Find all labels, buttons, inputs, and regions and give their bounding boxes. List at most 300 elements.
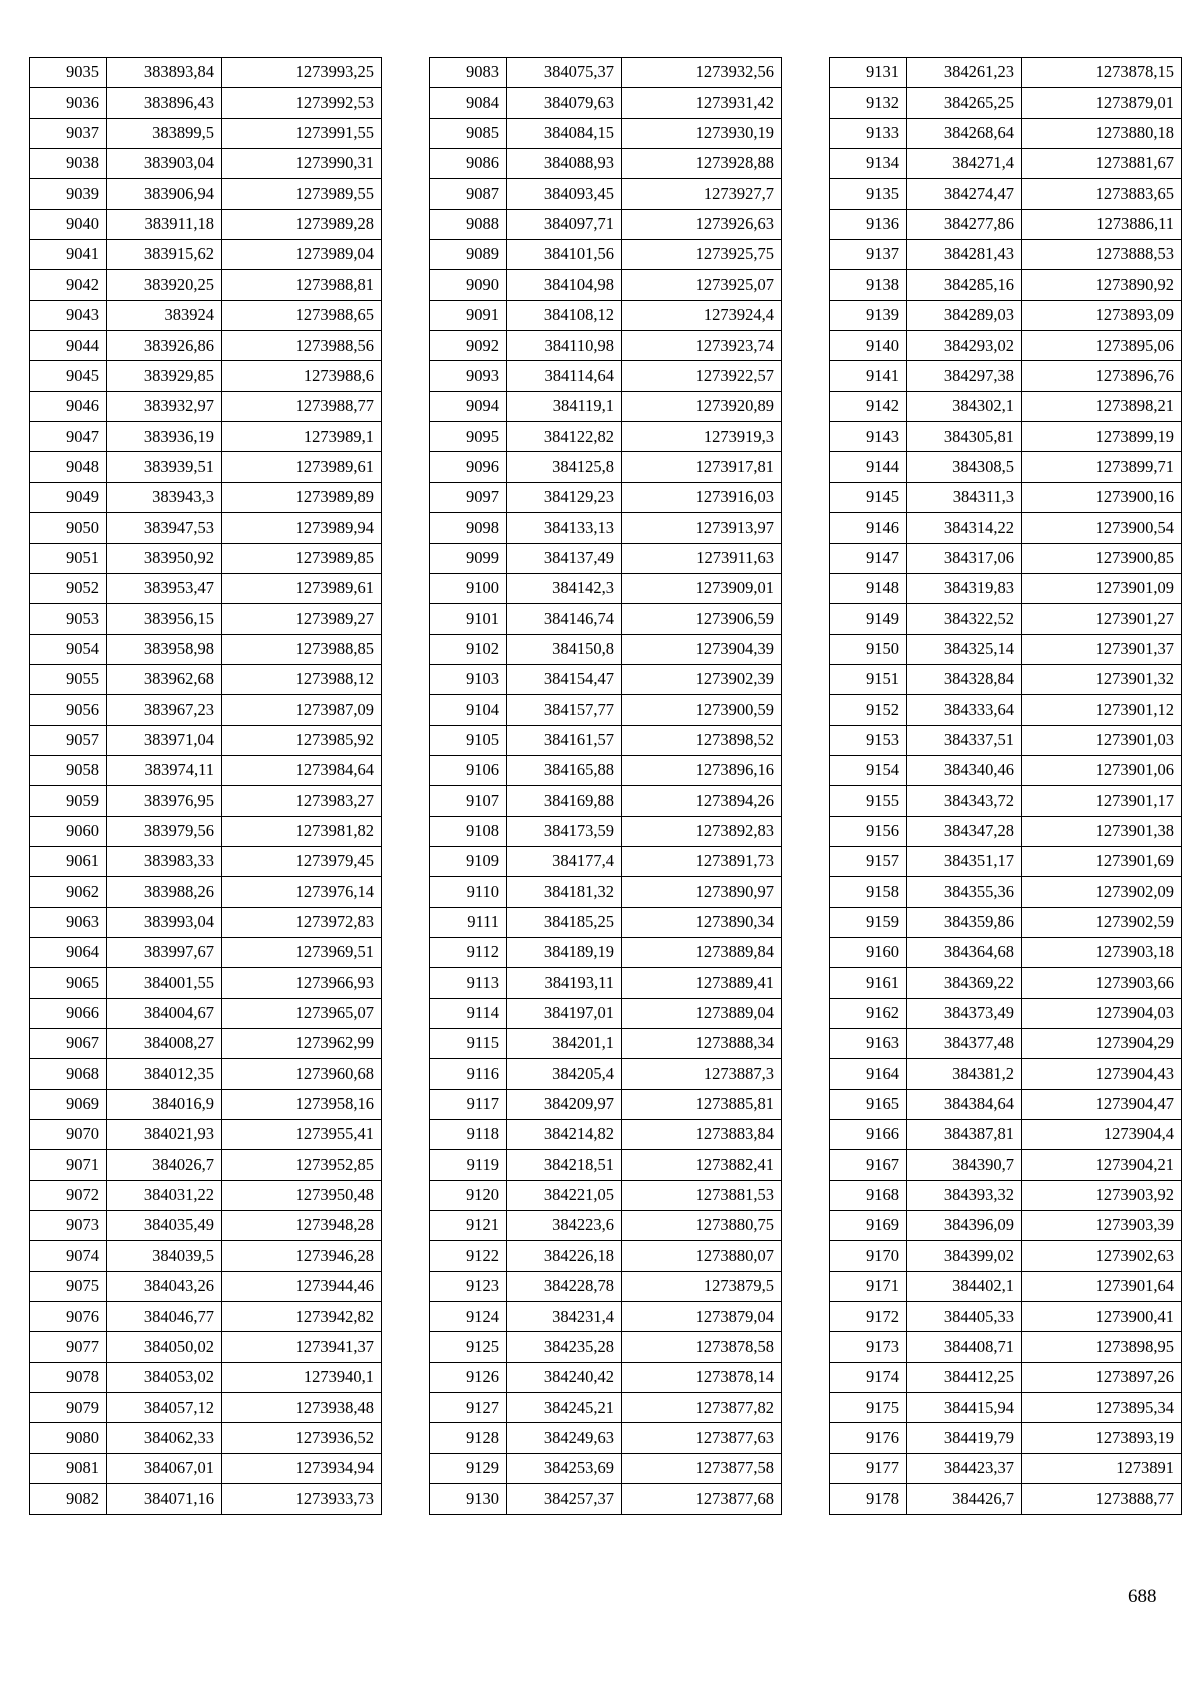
x-coordinate-cell: 384308,5 xyxy=(907,452,1022,482)
point-number-cell: 9050 xyxy=(30,513,107,543)
point-number-cell: 9058 xyxy=(30,755,107,785)
table-row xyxy=(30,786,382,816)
x-coordinate-cell: 384197,01 xyxy=(507,998,622,1028)
x-coordinate-cell: 384057,12 xyxy=(107,1393,222,1423)
point-number-cell: 9062 xyxy=(30,877,107,907)
x-coordinate-cell: 384359,86 xyxy=(907,907,1022,937)
point-number-cell: 9147 xyxy=(830,543,907,573)
x-coordinate-cell: 384293,02 xyxy=(907,331,1022,361)
x-coordinate-cell: 384265,25 xyxy=(907,88,1022,118)
y-coordinate-cell: 1273895,34 xyxy=(1022,1393,1182,1423)
point-number-cell: 9172 xyxy=(830,1302,907,1332)
y-coordinate-cell: 1273904,43 xyxy=(1022,1059,1182,1089)
point-number-cell: 9119 xyxy=(430,1150,507,1180)
x-coordinate-cell: 384277,86 xyxy=(907,209,1022,239)
table-row xyxy=(830,1241,1182,1271)
point-number-cell: 9070 xyxy=(30,1120,107,1150)
x-coordinate-cell: 384004,67 xyxy=(107,998,222,1028)
y-coordinate-cell: 1273903,18 xyxy=(1022,937,1182,967)
point-number-cell: 9162 xyxy=(830,998,907,1028)
y-coordinate-cell: 1273931,42 xyxy=(622,88,782,118)
x-coordinate-cell: 384079,63 xyxy=(507,88,622,118)
point-number-cell: 9176 xyxy=(830,1423,907,1453)
x-coordinate-cell: 384396,09 xyxy=(907,1211,1022,1241)
y-coordinate-cell: 1273934,94 xyxy=(222,1453,382,1483)
point-number-cell: 9146 xyxy=(830,513,907,543)
y-coordinate-cell: 1273896,76 xyxy=(1022,361,1182,391)
table-row xyxy=(830,998,1182,1028)
table-row xyxy=(830,1302,1182,1332)
x-coordinate-cell: 384075,37 xyxy=(507,58,622,88)
y-coordinate-cell: 1273879,5 xyxy=(622,1271,782,1301)
x-coordinate-cell: 384108,12 xyxy=(507,300,622,330)
y-coordinate-cell: 1273944,46 xyxy=(222,1271,382,1301)
x-coordinate-cell: 383988,26 xyxy=(107,877,222,907)
x-coordinate-cell: 383915,62 xyxy=(107,240,222,270)
y-coordinate-cell: 1273900,16 xyxy=(1022,482,1182,512)
table-row xyxy=(830,1362,1182,1392)
y-coordinate-cell: 1273913,97 xyxy=(622,513,782,543)
x-coordinate-cell: 384114,64 xyxy=(507,361,622,391)
x-coordinate-cell: 384384,64 xyxy=(907,1089,1022,1119)
y-coordinate-cell: 1273989,94 xyxy=(222,513,382,543)
table-row xyxy=(830,361,1182,391)
x-coordinate-cell: 384165,88 xyxy=(507,755,622,785)
y-coordinate-cell: 1273988,85 xyxy=(222,634,382,664)
x-coordinate-cell: 383899,5 xyxy=(107,118,222,148)
y-coordinate-cell: 1273898,21 xyxy=(1022,391,1182,421)
x-coordinate-cell: 384328,84 xyxy=(907,664,1022,694)
point-number-cell: 9132 xyxy=(830,88,907,118)
x-coordinate-cell: 384297,38 xyxy=(907,361,1022,391)
y-coordinate-cell: 1273927,7 xyxy=(622,179,782,209)
table-row xyxy=(830,482,1182,512)
table-row xyxy=(30,968,382,998)
x-coordinate-cell: 383924 xyxy=(107,300,222,330)
y-coordinate-cell: 1273955,41 xyxy=(222,1120,382,1150)
x-coordinate-cell: 384122,82 xyxy=(507,422,622,452)
table-row xyxy=(830,1150,1182,1180)
point-number-cell: 9089 xyxy=(430,240,507,270)
table-row xyxy=(30,300,382,330)
y-coordinate-cell: 1273916,03 xyxy=(622,482,782,512)
table-row xyxy=(430,816,782,846)
y-coordinate-cell: 1273883,84 xyxy=(622,1120,782,1150)
table-row xyxy=(30,664,382,694)
point-number-cell: 9094 xyxy=(430,391,507,421)
table-row xyxy=(830,1211,1182,1241)
point-number-cell: 9114 xyxy=(430,998,507,1028)
table-row xyxy=(430,1332,782,1362)
y-coordinate-cell: 1273976,14 xyxy=(222,877,382,907)
point-number-cell: 9138 xyxy=(830,270,907,300)
y-coordinate-cell: 1273924,4 xyxy=(622,300,782,330)
y-coordinate-cell: 1273988,56 xyxy=(222,331,382,361)
x-coordinate-cell: 383893,84 xyxy=(107,58,222,88)
y-coordinate-cell: 1273960,68 xyxy=(222,1059,382,1089)
x-coordinate-cell: 383958,98 xyxy=(107,634,222,664)
point-number-cell: 9153 xyxy=(830,725,907,755)
x-coordinate-cell: 384314,22 xyxy=(907,513,1022,543)
x-coordinate-cell: 384351,17 xyxy=(907,846,1022,876)
y-coordinate-cell: 1273938,48 xyxy=(222,1393,382,1423)
y-coordinate-cell: 1273901,38 xyxy=(1022,816,1182,846)
table-row xyxy=(830,240,1182,270)
x-coordinate-cell: 384137,49 xyxy=(507,543,622,573)
x-coordinate-cell: 384231,4 xyxy=(507,1302,622,1332)
point-number-cell: 9140 xyxy=(830,331,907,361)
y-coordinate-cell: 1273989,55 xyxy=(222,179,382,209)
y-coordinate-cell: 1273948,28 xyxy=(222,1211,382,1241)
y-coordinate-cell: 1273890,97 xyxy=(622,877,782,907)
x-coordinate-cell: 384133,13 xyxy=(507,513,622,543)
y-coordinate-cell: 1273983,27 xyxy=(222,786,382,816)
point-number-cell: 9117 xyxy=(430,1089,507,1119)
table-row xyxy=(430,1302,782,1332)
coordinate-table-body xyxy=(830,58,1182,1515)
x-coordinate-cell: 384317,06 xyxy=(907,543,1022,573)
x-coordinate-cell: 384125,8 xyxy=(507,452,622,482)
point-number-cell: 9154 xyxy=(830,755,907,785)
x-coordinate-cell: 384305,81 xyxy=(907,422,1022,452)
x-coordinate-cell: 383896,43 xyxy=(107,88,222,118)
y-coordinate-cell: 1273878,15 xyxy=(1022,58,1182,88)
x-coordinate-cell: 384101,56 xyxy=(507,240,622,270)
point-number-cell: 9121 xyxy=(430,1211,507,1241)
x-coordinate-cell: 384343,72 xyxy=(907,786,1022,816)
table-row xyxy=(830,391,1182,421)
y-coordinate-cell: 1273958,16 xyxy=(222,1089,382,1119)
point-number-cell: 9054 xyxy=(30,634,107,664)
point-number-cell: 9080 xyxy=(30,1423,107,1453)
table-row xyxy=(30,1332,382,1362)
point-number-cell: 9039 xyxy=(30,179,107,209)
table-row xyxy=(430,1484,782,1514)
point-number-cell: 9129 xyxy=(430,1453,507,1483)
table-row xyxy=(430,755,782,785)
point-number-cell: 9068 xyxy=(30,1059,107,1089)
point-number-cell: 9164 xyxy=(830,1059,907,1089)
table-row xyxy=(830,1332,1182,1362)
table-row xyxy=(30,604,382,634)
y-coordinate-cell: 1273889,84 xyxy=(622,937,782,967)
point-number-cell: 9105 xyxy=(430,725,507,755)
y-coordinate-cell: 1273897,26 xyxy=(1022,1362,1182,1392)
y-coordinate-cell: 1273989,04 xyxy=(222,240,382,270)
point-number-cell: 9069 xyxy=(30,1089,107,1119)
x-coordinate-cell: 384223,6 xyxy=(507,1211,622,1241)
x-coordinate-cell: 384408,71 xyxy=(907,1332,1022,1362)
table-row xyxy=(30,634,382,664)
x-coordinate-cell: 384399,02 xyxy=(907,1241,1022,1271)
table-row xyxy=(430,1150,782,1180)
point-number-cell: 9118 xyxy=(430,1120,507,1150)
table-row xyxy=(430,422,782,452)
table-row xyxy=(30,391,382,421)
y-coordinate-cell: 1273890,92 xyxy=(1022,270,1182,300)
y-coordinate-cell: 1273989,89 xyxy=(222,482,382,512)
point-number-cell: 9106 xyxy=(430,755,507,785)
x-coordinate-cell: 384185,25 xyxy=(507,907,622,937)
coordinate-table-body xyxy=(430,58,782,1515)
y-coordinate-cell: 1273900,41 xyxy=(1022,1302,1182,1332)
y-coordinate-cell: 1273989,61 xyxy=(222,452,382,482)
table-row xyxy=(30,543,382,573)
table-row xyxy=(30,331,382,361)
x-coordinate-cell: 384062,33 xyxy=(107,1423,222,1453)
point-number-cell: 9128 xyxy=(430,1423,507,1453)
point-number-cell: 9141 xyxy=(830,361,907,391)
point-number-cell: 9057 xyxy=(30,725,107,755)
x-coordinate-cell: 384355,36 xyxy=(907,877,1022,907)
point-number-cell: 9150 xyxy=(830,634,907,664)
table-row xyxy=(30,1423,382,1453)
x-coordinate-cell: 384021,93 xyxy=(107,1120,222,1150)
x-coordinate-cell: 384377,48 xyxy=(907,1029,1022,1059)
coordinate-table-3 xyxy=(829,57,1182,1515)
x-coordinate-cell: 383943,3 xyxy=(107,482,222,512)
table-row xyxy=(30,118,382,148)
x-coordinate-cell: 383920,25 xyxy=(107,270,222,300)
page-number: 688 xyxy=(1128,1586,1157,1607)
table-row xyxy=(430,58,782,88)
table-row xyxy=(430,1029,782,1059)
point-number-cell: 9079 xyxy=(30,1393,107,1423)
table-row xyxy=(430,543,782,573)
point-number-cell: 9036 xyxy=(30,88,107,118)
point-number-cell: 9082 xyxy=(30,1484,107,1514)
point-number-cell: 9040 xyxy=(30,209,107,239)
table-row xyxy=(30,573,382,603)
x-coordinate-cell: 384319,83 xyxy=(907,573,1022,603)
y-coordinate-cell: 1273900,54 xyxy=(1022,513,1182,543)
table-row xyxy=(430,1180,782,1210)
y-coordinate-cell: 1273901,12 xyxy=(1022,695,1182,725)
y-coordinate-cell: 1273902,59 xyxy=(1022,907,1182,937)
x-coordinate-cell: 384084,15 xyxy=(507,118,622,148)
point-number-cell: 9163 xyxy=(830,1029,907,1059)
x-coordinate-cell: 384226,18 xyxy=(507,1241,622,1271)
x-coordinate-cell: 384214,82 xyxy=(507,1120,622,1150)
point-number-cell: 9171 xyxy=(830,1271,907,1301)
table-row xyxy=(30,361,382,391)
table-row xyxy=(430,270,782,300)
point-number-cell: 9093 xyxy=(430,361,507,391)
table-row xyxy=(830,331,1182,361)
table-row xyxy=(430,695,782,725)
coordinate-table-2 xyxy=(429,57,782,1515)
point-number-cell: 9161 xyxy=(830,968,907,998)
y-coordinate-cell: 1273988,65 xyxy=(222,300,382,330)
point-number-cell: 9060 xyxy=(30,816,107,846)
point-number-cell: 9125 xyxy=(430,1332,507,1362)
x-coordinate-cell: 384337,51 xyxy=(907,725,1022,755)
point-number-cell: 9109 xyxy=(430,846,507,876)
y-coordinate-cell: 1273972,83 xyxy=(222,907,382,937)
table-row xyxy=(30,998,382,1028)
point-number-cell: 9101 xyxy=(430,604,507,634)
table-row xyxy=(430,786,782,816)
point-number-cell: 9074 xyxy=(30,1241,107,1271)
x-coordinate-cell: 384050,02 xyxy=(107,1332,222,1362)
table-row xyxy=(30,846,382,876)
table-row xyxy=(430,634,782,664)
x-coordinate-cell: 383967,23 xyxy=(107,695,222,725)
point-number-cell: 9103 xyxy=(430,664,507,694)
point-number-cell: 9110 xyxy=(430,877,507,907)
y-coordinate-cell: 1273890,34 xyxy=(622,907,782,937)
y-coordinate-cell: 1273901,69 xyxy=(1022,846,1182,876)
point-number-cell: 9166 xyxy=(830,1120,907,1150)
table-row xyxy=(430,118,782,148)
x-coordinate-cell: 384311,3 xyxy=(907,482,1022,512)
table-row xyxy=(830,937,1182,967)
y-coordinate-cell: 1273936,52 xyxy=(222,1423,382,1453)
point-number-cell: 9116 xyxy=(430,1059,507,1089)
table-row xyxy=(830,209,1182,239)
table-row xyxy=(30,1150,382,1180)
point-number-cell: 9084 xyxy=(430,88,507,118)
y-coordinate-cell: 1273889,04 xyxy=(622,998,782,1028)
x-coordinate-cell: 383936,19 xyxy=(107,422,222,452)
table-row xyxy=(30,1362,382,1392)
y-coordinate-cell: 1273946,28 xyxy=(222,1241,382,1271)
table-row xyxy=(430,452,782,482)
x-coordinate-cell: 384157,77 xyxy=(507,695,622,725)
table-row xyxy=(830,1423,1182,1453)
table-row xyxy=(830,88,1182,118)
y-coordinate-cell: 1273903,66 xyxy=(1022,968,1182,998)
y-coordinate-cell: 1273987,09 xyxy=(222,695,382,725)
y-coordinate-cell: 1273903,92 xyxy=(1022,1180,1182,1210)
point-number-cell: 9177 xyxy=(830,1453,907,1483)
table-row xyxy=(430,846,782,876)
table-row xyxy=(430,1271,782,1301)
table-row xyxy=(430,725,782,755)
x-coordinate-cell: 384142,3 xyxy=(507,573,622,603)
y-coordinate-cell: 1273902,09 xyxy=(1022,877,1182,907)
point-number-cell: 9108 xyxy=(430,816,507,846)
x-coordinate-cell: 384325,14 xyxy=(907,634,1022,664)
table-row xyxy=(830,513,1182,543)
table-row xyxy=(430,664,782,694)
y-coordinate-cell: 1273991,55 xyxy=(222,118,382,148)
y-coordinate-cell: 1273901,37 xyxy=(1022,634,1182,664)
x-coordinate-cell: 384039,5 xyxy=(107,1241,222,1271)
y-coordinate-cell: 1273877,58 xyxy=(622,1453,782,1483)
y-coordinate-cell: 1273904,47 xyxy=(1022,1089,1182,1119)
point-number-cell: 9174 xyxy=(830,1362,907,1392)
point-number-cell: 9066 xyxy=(30,998,107,1028)
point-number-cell: 9134 xyxy=(830,149,907,179)
x-coordinate-cell: 384189,19 xyxy=(507,937,622,967)
point-number-cell: 9113 xyxy=(430,968,507,998)
table-row xyxy=(830,695,1182,725)
point-number-cell: 9049 xyxy=(30,482,107,512)
point-number-cell: 9135 xyxy=(830,179,907,209)
table-row xyxy=(430,998,782,1028)
point-number-cell: 9143 xyxy=(830,422,907,452)
y-coordinate-cell: 1273990,31 xyxy=(222,149,382,179)
y-coordinate-cell: 1273889,41 xyxy=(622,968,782,998)
point-number-cell: 9149 xyxy=(830,604,907,634)
point-number-cell: 9142 xyxy=(830,391,907,421)
table-row xyxy=(830,877,1182,907)
table-row xyxy=(30,1241,382,1271)
table-row xyxy=(430,1423,782,1453)
x-coordinate-cell: 384221,05 xyxy=(507,1180,622,1210)
x-coordinate-cell: 384088,93 xyxy=(507,149,622,179)
x-coordinate-cell: 384285,16 xyxy=(907,270,1022,300)
point-number-cell: 9091 xyxy=(430,300,507,330)
table-row xyxy=(830,573,1182,603)
point-number-cell: 9168 xyxy=(830,1180,907,1210)
table-row xyxy=(830,1029,1182,1059)
y-coordinate-cell: 1273979,45 xyxy=(222,846,382,876)
point-number-cell: 9041 xyxy=(30,240,107,270)
point-number-cell: 9090 xyxy=(430,270,507,300)
y-coordinate-cell: 1273906,59 xyxy=(622,604,782,634)
y-coordinate-cell: 1273989,85 xyxy=(222,543,382,573)
y-coordinate-cell: 1273882,41 xyxy=(622,1150,782,1180)
point-number-cell: 9077 xyxy=(30,1332,107,1362)
point-number-cell: 9052 xyxy=(30,573,107,603)
point-number-cell: 9063 xyxy=(30,907,107,937)
point-number-cell: 9081 xyxy=(30,1453,107,1483)
x-coordinate-cell: 383932,97 xyxy=(107,391,222,421)
y-coordinate-cell: 1273992,53 xyxy=(222,88,382,118)
y-coordinate-cell: 1273962,99 xyxy=(222,1029,382,1059)
x-coordinate-cell: 384289,03 xyxy=(907,300,1022,330)
point-number-cell: 9095 xyxy=(430,422,507,452)
y-coordinate-cell: 1273903,39 xyxy=(1022,1211,1182,1241)
table-row xyxy=(430,573,782,603)
point-number-cell: 9170 xyxy=(830,1241,907,1271)
x-coordinate-cell: 384393,32 xyxy=(907,1180,1022,1210)
y-coordinate-cell: 1273940,1 xyxy=(222,1362,382,1392)
point-number-cell: 9048 xyxy=(30,452,107,482)
x-coordinate-cell: 384261,23 xyxy=(907,58,1022,88)
table-row xyxy=(30,1211,382,1241)
table-row xyxy=(830,58,1182,88)
table-row xyxy=(30,240,382,270)
x-coordinate-cell: 384373,49 xyxy=(907,998,1022,1028)
table-row xyxy=(830,816,1182,846)
x-coordinate-cell: 384333,64 xyxy=(907,695,1022,725)
table-row xyxy=(830,1120,1182,1150)
y-coordinate-cell: 1273899,71 xyxy=(1022,452,1182,482)
x-coordinate-cell: 384016,9 xyxy=(107,1089,222,1119)
point-number-cell: 9139 xyxy=(830,300,907,330)
point-number-cell: 9098 xyxy=(430,513,507,543)
x-coordinate-cell: 384253,69 xyxy=(507,1453,622,1483)
y-coordinate-cell: 1273901,27 xyxy=(1022,604,1182,634)
x-coordinate-cell: 383956,15 xyxy=(107,604,222,634)
table-row xyxy=(830,755,1182,785)
x-coordinate-cell: 384129,23 xyxy=(507,482,622,512)
x-coordinate-cell: 384026,7 xyxy=(107,1150,222,1180)
point-number-cell: 9126 xyxy=(430,1362,507,1392)
x-coordinate-cell: 384001,55 xyxy=(107,968,222,998)
y-coordinate-cell: 1273877,68 xyxy=(622,1484,782,1514)
table-row xyxy=(830,604,1182,634)
point-number-cell: 9152 xyxy=(830,695,907,725)
table-row xyxy=(430,1211,782,1241)
table-row xyxy=(30,513,382,543)
y-coordinate-cell: 1273896,16 xyxy=(622,755,782,785)
x-coordinate-cell: 384402,1 xyxy=(907,1271,1022,1301)
point-number-cell: 9120 xyxy=(430,1180,507,1210)
